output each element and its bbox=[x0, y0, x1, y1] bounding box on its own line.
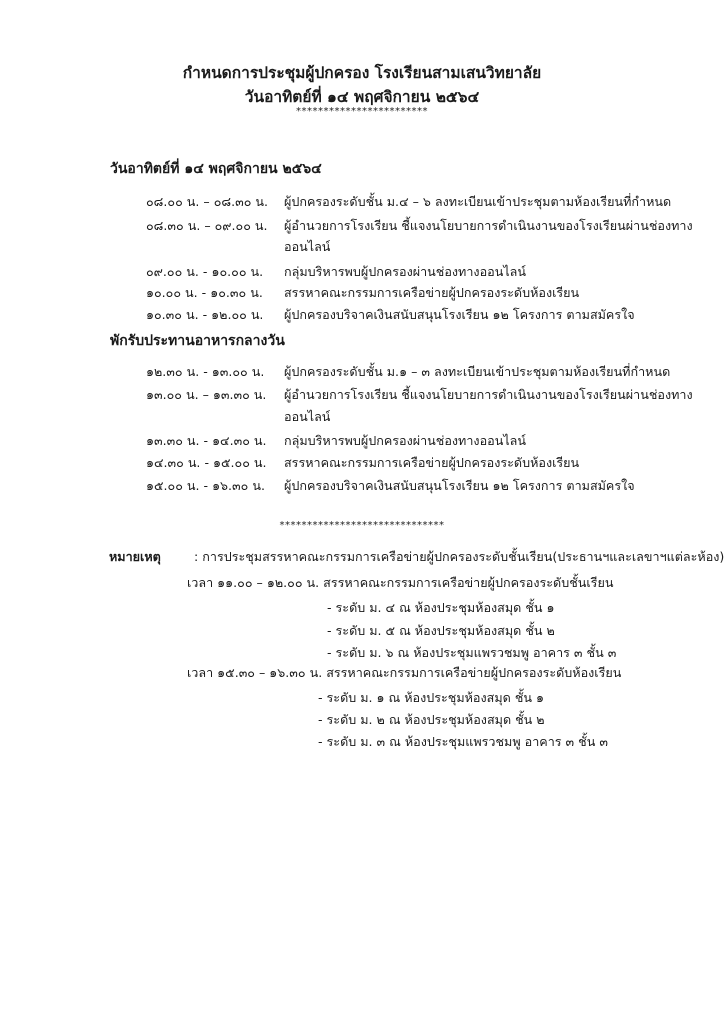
schedule-desc: ผู้อำนวยการโรงเรียน ชี้แจงนโยบายการดำเนินงานของโรงเรียนผ่านช่องทาง bbox=[284, 218, 693, 233]
schedule-time: ๑๓.๐๐ น. – ๑๓.๓๐ น. bbox=[146, 387, 267, 402]
session-title: เวลา ๑๕.๓๐ – ๑๖.๓๐ น. สรรหาคณะกรรมการเครือข่ายผู้ปกครองระดับห้องเรียน bbox=[187, 665, 622, 680]
note-label: หมายเหตุ bbox=[109, 549, 161, 564]
schedule-desc: ผู้ปกครองระดับชั้น ม.๑ – ๓ ลงทะเบียนเข้าประชุมตามห้องเรียนที่กำหนด bbox=[284, 364, 671, 379]
session-title: เวลา ๑๑.๐๐ – ๑๒.๐๐ น. สรรหาคณะกรรมการเครือข่ายผู้ปกครองระดับชั้นเรียน bbox=[187, 575, 614, 590]
morning-heading: วันอาทิตย์ที่ ๑๔ พฤศจิกายน ๒๕๖๔ bbox=[110, 161, 322, 177]
session-level: - ระดับ ม. ๖ ณ ห้องประชุมแพรวชมพู อาคาร ๓ ชั้น ๓ bbox=[327, 645, 617, 660]
schedule-time: ๑๐.๐๐ น. - ๑๐.๓๐ น. bbox=[146, 285, 263, 300]
session-level: - ระดับ ม. ๒ ณ ห้องประชุมห้องสมุด ชั้น ๒ bbox=[318, 712, 545, 727]
schedule-time: ๐๘.๐๐ น. – ๐๘.๓๐ น. bbox=[146, 194, 269, 209]
section-separator: ****************************** bbox=[279, 520, 445, 531]
schedule-desc: ผู้ปกครองบริจาคเงินสนับสนุนโรงเรียน ๑๒ โครงการ ตามสมัครใจ bbox=[284, 307, 635, 322]
schedule-desc: สรรหาคณะกรรมการเครือข่ายผู้ปกครองระดับห้องเรียน bbox=[284, 455, 580, 470]
document-date: วันอาทิตย์ที่ ๑๔ พฤศจิกายน ๒๕๖๔ bbox=[244, 88, 480, 106]
schedule-time: ๐๙.๐๐ น. - ๑๐.๐๐ น. bbox=[146, 264, 264, 279]
schedule-desc: กลุ่มบริหารพบผู้ปกครองผ่านช่องทางออนไลน์ bbox=[284, 264, 526, 279]
schedule-desc: ผู้ปกครองระดับชั้น ม.๔ – ๖ ลงทะเบียนเข้าประชุมตามห้องเรียนที่กำหนด bbox=[284, 194, 672, 209]
schedule-time: ๐๘.๓๐ น. – ๐๙.๐๐ น. bbox=[146, 218, 268, 233]
schedule-time: ๑๐.๓๐ น. - ๑๒.๐๐ น. bbox=[146, 307, 264, 322]
schedule-time: ๑๔.๓๐ น. - ๑๕.๐๐ น. bbox=[146, 455, 267, 470]
lunch-heading: พักรับประทานอาหารกลางวัน bbox=[110, 333, 285, 349]
note-text: : การประชุมสรรหาคณะกรรมการเครือข่ายผู้ปกครองระดับชั้นเรียน(ประธานฯและเลขาฯแต่ละห้อง) bbox=[194, 549, 724, 564]
schedule-desc: ผู้อำนวยการโรงเรียน ชี้แจงนโยบายการดำเนินงานของโรงเรียนผ่านช่องทาง bbox=[284, 387, 693, 402]
schedule-desc-continued: ออนไลน์ bbox=[284, 409, 331, 424]
session-level: - ระดับ ม. ๕ ณ ห้องประชุมห้องสมุด ชั้น ๒ bbox=[327, 623, 555, 638]
schedule-time: ๑๒.๓๐ น. - ๑๓.๐๐ น. bbox=[146, 364, 265, 379]
schedule-time: ๑๕.๐๐ น. - ๑๖.๓๐ น. bbox=[146, 478, 265, 493]
session-level: - ระดับ ม. ๓ ณ ห้องประชุมแพรวชมพู อาคาร ๓ ชั้น ๓ bbox=[318, 734, 608, 749]
schedule-desc-continued: ออนไลน์ bbox=[284, 239, 331, 254]
schedule-desc: ผู้ปกครองบริจาคเงินสนับสนุนโรงเรียน ๑๒ โครงการ ตามสมัครใจ bbox=[284, 478, 635, 493]
schedule-time: ๑๓.๓๐ น. - ๑๔.๓๐ น. bbox=[146, 433, 267, 448]
title-separator: ************************ bbox=[296, 106, 428, 117]
session-level: - ระดับ ม. ๑ ณ ห้องประชุมห้องสมุด ชั้น ๑ bbox=[318, 690, 544, 705]
schedule-desc: สรรหาคณะกรรมการเครือข่ายผู้ปกครองระดับห้องเรียน bbox=[284, 285, 580, 300]
document-title: กำหนดการประชุมผู้ปกครอง โรงเรียนสามเสนวิทยาลัย bbox=[182, 64, 542, 82]
session-level: - ระดับ ม. ๔ ณ ห้องประชุมห้องสมุด ชั้น ๑ bbox=[327, 600, 555, 615]
schedule-desc: กลุ่มบริหารพบผู้ปกครองผ่านช่องทางออนไลน์ bbox=[284, 433, 526, 448]
